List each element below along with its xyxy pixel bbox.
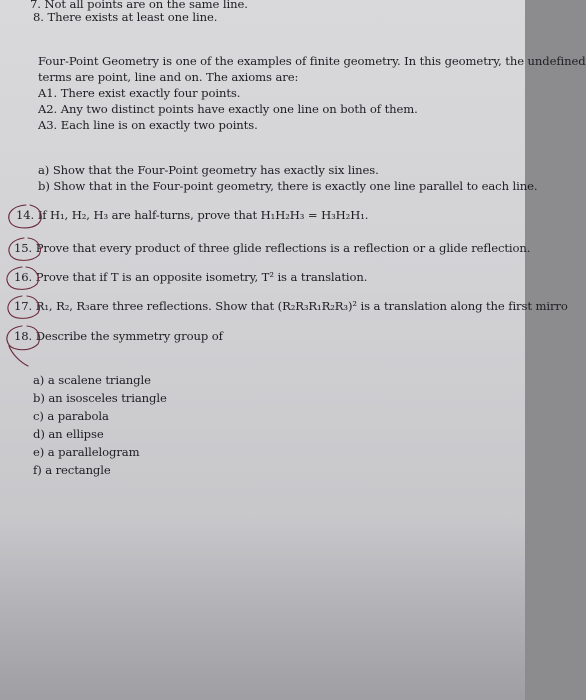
list-item-8: 8. There exists at least one line. — [33, 10, 218, 24]
problem-text: Prove that every product of three glide reflections is a reflection or a glide reflection. — [35, 241, 531, 255]
problem-number: 16. — [14, 270, 33, 284]
axiom-a3: A3. Each line is on exactly two points. — [38, 118, 258, 132]
problem-17 — [14, 299, 568, 313]
part-a: a) Show that the Four-Point geometry has exactly six lines. — [38, 163, 379, 177]
problem-text: Prove that if T is an opposite isometry, T² is a translation. — [35, 270, 368, 284]
problem-18 — [14, 329, 223, 343]
photo-shadow — [0, 520, 525, 700]
problem-number: 18. — [14, 329, 33, 343]
problem-number: 17. — [14, 299, 33, 313]
symmetry-item-f: f) a rectangle — [33, 463, 111, 477]
problem-16 — [14, 270, 367, 284]
symmetry-item-d: d) an ellipse — [33, 427, 104, 441]
intro-paragraph-line-1: Four-Point Geometry is one of the examples of finite geometry. In this geometry, the undefined — [38, 54, 586, 68]
part-b: b) Show that in the Four-point geometry, there is exactly one line parallel to each line. — [38, 179, 538, 193]
axiom-a2: A2. Any two distinct points have exactly one line on both of them. — [38, 102, 418, 116]
problem-number: 15. — [14, 241, 33, 255]
problem-text: If H₁, H₂, H₃ are half-turns, prove that H₁H₂H₃ = H₃H₂H₁. — [37, 208, 369, 222]
intro-paragraph-line-2: terms are point, line and on. The axioms are: — [38, 70, 299, 84]
axiom-a1: A1. There exist exactly four points. — [38, 86, 241, 100]
symmetry-item-b: b) an isosceles triangle — [33, 391, 167, 405]
problem-14 — [16, 208, 368, 222]
problem-15 — [14, 241, 530, 255]
pen-mark-18-tail — [9, 346, 28, 366]
problem-number: 14. — [16, 208, 35, 222]
symmetry-item-a: a) a scalene triangle — [33, 373, 151, 387]
symmetry-item-e: e) a parallelogram — [33, 445, 140, 459]
problem-text: R₁, R₂, R₃are three reflections. Show that (R₂R₃R₁R₂R₃)² is a translation along the first mirro — [35, 299, 568, 313]
list-item-7: 7. Not all points are on the same line. — [30, 0, 248, 11]
symmetry-item-c: c) a parabola — [33, 409, 109, 423]
problem-text: Describe the symmetry group of — [35, 329, 223, 343]
